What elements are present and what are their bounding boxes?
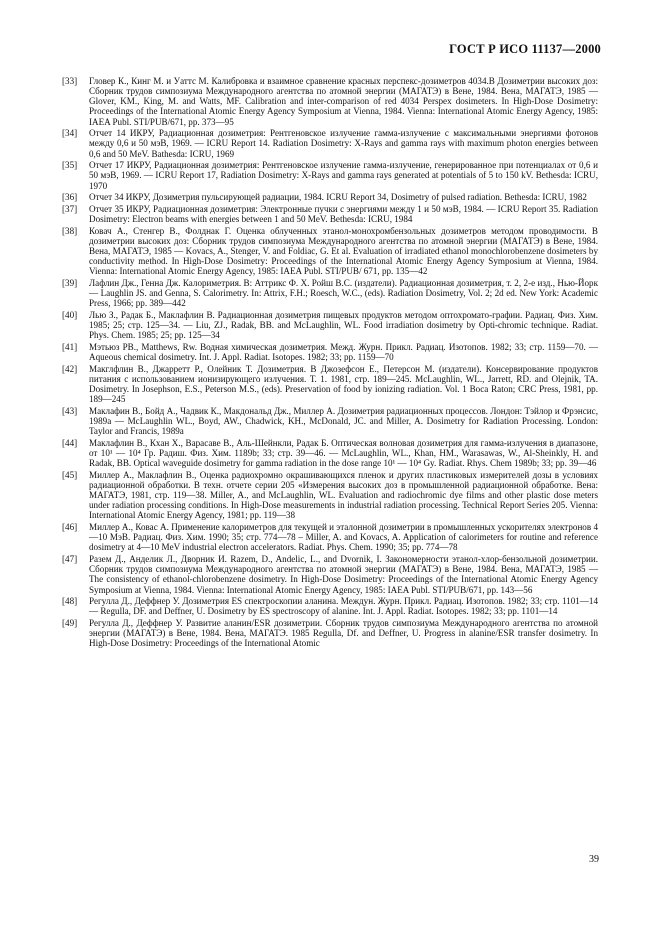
reference-item: [62, 596, 598, 616]
reference-item: [62, 618, 598, 648]
reference-item: [62, 204, 598, 224]
reference-text: Отчет 35 ИКРУ, Радиационная дозиметрия: Электронные пучки с энергиями между 1 и 50 мэВ, 1984. — ICRU Report 35. Radiation Dosimetry: Electron beams with energies between 1 and 50 MeV. Bethesda: ICRU, 1984: [89, 203, 598, 225]
reference-number: [40]: [62, 309, 78, 320]
reference-number: [39]: [62, 277, 78, 288]
reference-number: [44]: [62, 437, 78, 448]
reference-text: Отчет 14 ИКРУ, Радиационная дозиметрия: Рентгеновское излучение гамма-излучение с максимальными энергиями фотонов между 0,6 и 50 мэВ, 1969. — ICRU Report 14. Radiation Dosimetry: X-Rays and gamma rays with maximum photon energies between 0,6 and 50 MeV. Bathesda: ICRU, 1969: [89, 128, 598, 159]
reference-item: [62, 278, 598, 308]
reference-number: [41]: [62, 341, 78, 352]
document-header: ГОСТ Р ИСО 11137—2000: [449, 42, 601, 56]
reference-item: [62, 342, 598, 362]
reference-text: Миллер А., Ковас А. Применение калориметров для текущей и эталонной дозиметрии в промышленных ускорителях электронов 4—10 МэВ. Радиац. Физ. Хим. 1990; 35; стр. 774—78 – Miller, A. and Kovacs, A. Application of calorimeters for routine and reference dosimetry at 4—10 MeV industrial electron accelerators. Radiat. Phys. Chem. 1990; 35; pp. 774—78: [89, 522, 598, 553]
reference-number: [48]: [62, 596, 78, 607]
reference-text: Ковач А., Стенгер В., Фолднак Г. Оценка облученных этанол-монохромбензольных дозиметров методом проводимости. В дозиметрии высоких доз: Сборник трудов симпозиума Международного агентства по атомной энергии (МАГАТЭ) в Вене, 1984. Вена, МАГАТЭ, 1985 — Kovacs, A., Stenger, V. and Foldiac, G. Et al. Evaluation of irradiated ethanol monochlorobenzene dosimeters by conductivity method. In High-Dose Dosimetry: Proceedings of the International Atomic Energy Agency Symposium at Vienna, 1984. Vienna: International Atomic Energy Agency, 1985: IAEA Publ. STI/PUB/ 671, pp. 135—42: [89, 225, 598, 277]
reference-number: [42]: [62, 363, 78, 374]
reference-item: [62, 310, 598, 340]
reference-number: [38]: [62, 225, 78, 236]
reference-text: Регулла Д., Деффнер У. Дозиметрия ES спектроскопии аланина. Междун. Журн. Прикл. Радиац. Изотопов. 1982; 33; стр. 1101—14 — Regulla, DF. and Deffner, U. Dosimetry by ES spectroscopy of alanine. Int. J. Appl. Radiat. Isotopes. 1982; 33; pp. 1101—14: [89, 596, 598, 617]
reference-list: [62, 76, 598, 650]
reference-text: Отчет 17 ИКРУ, Радиационная дозиметрия: Рентгеновское излучение гамма-излучение, генерированное при потенциалах от 0,6 и 50 мэВ, 1969. — ICRU Report 17, Radiation Dosimetry: X-Rays and gamma rays generated at potentials of 5 to 150 kV. Bethesda: ICRU, 1970: [89, 160, 598, 191]
reference-item: [62, 438, 598, 468]
reference-text: Разем Д., Анделик Л., Дворник И. Razem, D., Andelic, L., and Dvornik, I. Закономерности этанол-хлор-бензольной дозиметрии. Сборник трудов симпозиума Международного агентства по атомной энергии (МАГАТЭ) в Вене, 1984. Вена, МАГАТЭ, 1985 — The consistency of ethanol-chlorobenzene dosimetry. In High-Dose Dosimetry: Proceedings of the International Atomic Energy Agency Symposium at Vienna, 1984. Vienna: International Atomic Energy Agency, 1985: IAEA Publ. STI/PUB/671, pp. 143—56: [89, 554, 598, 595]
reference-number: [36]: [62, 192, 78, 203]
reference-text: Макглфлин В., Джарретт Р., Олейник Т. Дозиметрия. В Джозефсон Е., Петерсон М. (издатели). Консервирование продуктов питания с использованием ионизирующего излучения. Т. 1. 1981, стр. 189—245. McLaughlin, WL., Jarrett, RD. and Olejnik, TA. Dosimetry. In Josephson, E.S., Peterson M.S., (eds). Preservation of food by ionizing radiation. Vol. 1 Boca Raton; CRC Press, 1981, pp. 189—245: [89, 363, 598, 405]
reference-text: Лью З., Радак Б., Маклафлин В. Радиационная дозиметрия пищевых продуктов методом оптохромато-графии. Радиац. Физ. Хим. 1985; 25; стр. 125—34. — Liu, ZJ., Radak, BB. and McLaughlin, WL. Food irradiation dosimetry by Opti-chromic technique. Radiat. Phys. Chem. 1985; 25; pp. 125—34: [89, 309, 598, 341]
reference-item: [62, 364, 598, 405]
reference-item: [62, 192, 598, 202]
reference-text: Отчет 34 ИКРУ, Дозиметрия пульсирующей радиации, 1984. ICRU Report 34, Dosimetry of pulsed radiation. Bethesda: ICRU, 1982: [89, 192, 587, 203]
reference-item: [62, 76, 598, 127]
reference-item: [62, 160, 598, 190]
reference-text: Маклафлин В., Кхан Х., Варасаве В., Аль-Шейнкли, Радак Б. Оптическая волновая дозиметрия для гамма-излучения в диапазоне, от 10¹ — 10⁴ Гр. Радиш. Физ. Хим. 1189b; 33; стр. 39—46. — McLaughlin, WL., Khan, HM., Warasawas, W., Al-Sheinkly, H. and Radak, BB. Optical waveguide dosimetry for gamma radiation in the dose range 10¹ — 10⁴ Gy. Radiat. Rhys. Chem 1989b; 33; pp. 39—46: [89, 437, 598, 469]
reference-number: [45]: [62, 469, 78, 480]
reference-text: Регулла Д., Деффнер У. Развитие аланин/ESR дозиметрии. Сборник трудов симпозиума Международного агентства по атомной энергии (МАГАТЭ) в Вене, 1984. Вена, МАГАТЭ. 1985 Regulla, Df. and Deffner, U. Progress in alanine/ESR transfer dosimetry. In High-Dose Dosimetry: Proceedings of the International Atomic: [89, 617, 598, 649]
reference-number: [37]: [62, 203, 78, 214]
reference-number: [47]: [62, 554, 78, 565]
reference-text: Маклафин В., Бойд А., Чадвик К., Макдональд Дж., Миллер А. Дозиметрия радиационных процессов. Лондон: Тэйлор и Фрэнсис, 1989a — McLaughlin WL., Boyd, AW., Chadwick, KH., McDonald, JC. and Miller, A. Dosimetry for Radiation Processing. London: Taylor and Francis, 1989a: [89, 405, 598, 437]
reference-text: Мэтьюз PB., Matthews, Rw. Водная химическая дозиметрия. Межд. Журн. Прикл. Радиац. Изотопов. 1982; 33; стр. 1159—70. — Aqueous chemical dosimetry. Int. J. Appl. Radiat. Isotopes. 1982; 33; pp. 1159—70: [89, 341, 598, 363]
reference-number: [49]: [62, 617, 78, 628]
reference-number: [46]: [62, 522, 78, 533]
reference-text: Лафлин Дж., Генна Дж. Калориметрия. В: Аттрикс Ф. Х. Ройш В.С. (издатели). Радиационная дозиметрия, т. 2, 2-е изд., Нью-Йорк — Laughlin JS. and Genna, S. Calorimetry. In: Attrix, F.H.; Roesch, W.C., (eds). Radiation Dosimetry, Vol. 2; 2d ed. New York: Academic Press, 1966; pp. 389—442: [89, 277, 598, 309]
reference-text: Гловер К., Кинг М. и Уаттс М. Калибровка и взаимное сравнение красных перспекс-дозиметров 4034.В Дозиметрии высоких доз: Сборник трудов симпозиума Международного агентства по атомной энергии (МАГАТЭ) в Вене, 1984. Вена, МАГАТЭ, 1985 — Glover, KM., King, M. and Watts, MF. Calibration and inter-comparison of red 4034 Perspex dosimeters. In High-Dose Dosimetry: Proceedings of the International Atomic Energy Agency Symposium at Vienna, 1984. Vienna: International Atomic Energy Agency, 1985: IAEA Publ. STI/PUB/671, pp. 373—95: [89, 76, 598, 127]
reference-item: [62, 554, 598, 595]
reference-item: [62, 128, 598, 158]
reference-item: [62, 522, 598, 552]
reference-number: [35]: [62, 160, 78, 171]
page-number: 39: [589, 854, 599, 865]
reference-number: [34]: [62, 128, 78, 139]
reference-item: [62, 406, 598, 436]
reference-item: [62, 470, 598, 521]
reference-item: [62, 226, 598, 277]
reference-text: Миллер А., Маклафлин В., Оценка радиохромно окрашивающихся пленок и других пластиковых измерителей дозы в условиях радиационной обработки. В техн. отчете серии 205 «Измерения высоких доз в промышленной радиационной обработке. Вена: МАГАТЭ, 1981, стр. 119—38. Miller, A., and McLaughlin, WL. Evaluation and radiochromic dye films and other plastic dose meters under radiation processing conditions. In High-Dose measurements in industrial radiation processing. Technical Report Series 205. Vienna: International Atomic Energy Agency, 1981; pp. 119—38: [89, 469, 598, 521]
reference-number: [43]: [62, 405, 78, 416]
reference-number: [33]: [62, 76, 78, 86]
